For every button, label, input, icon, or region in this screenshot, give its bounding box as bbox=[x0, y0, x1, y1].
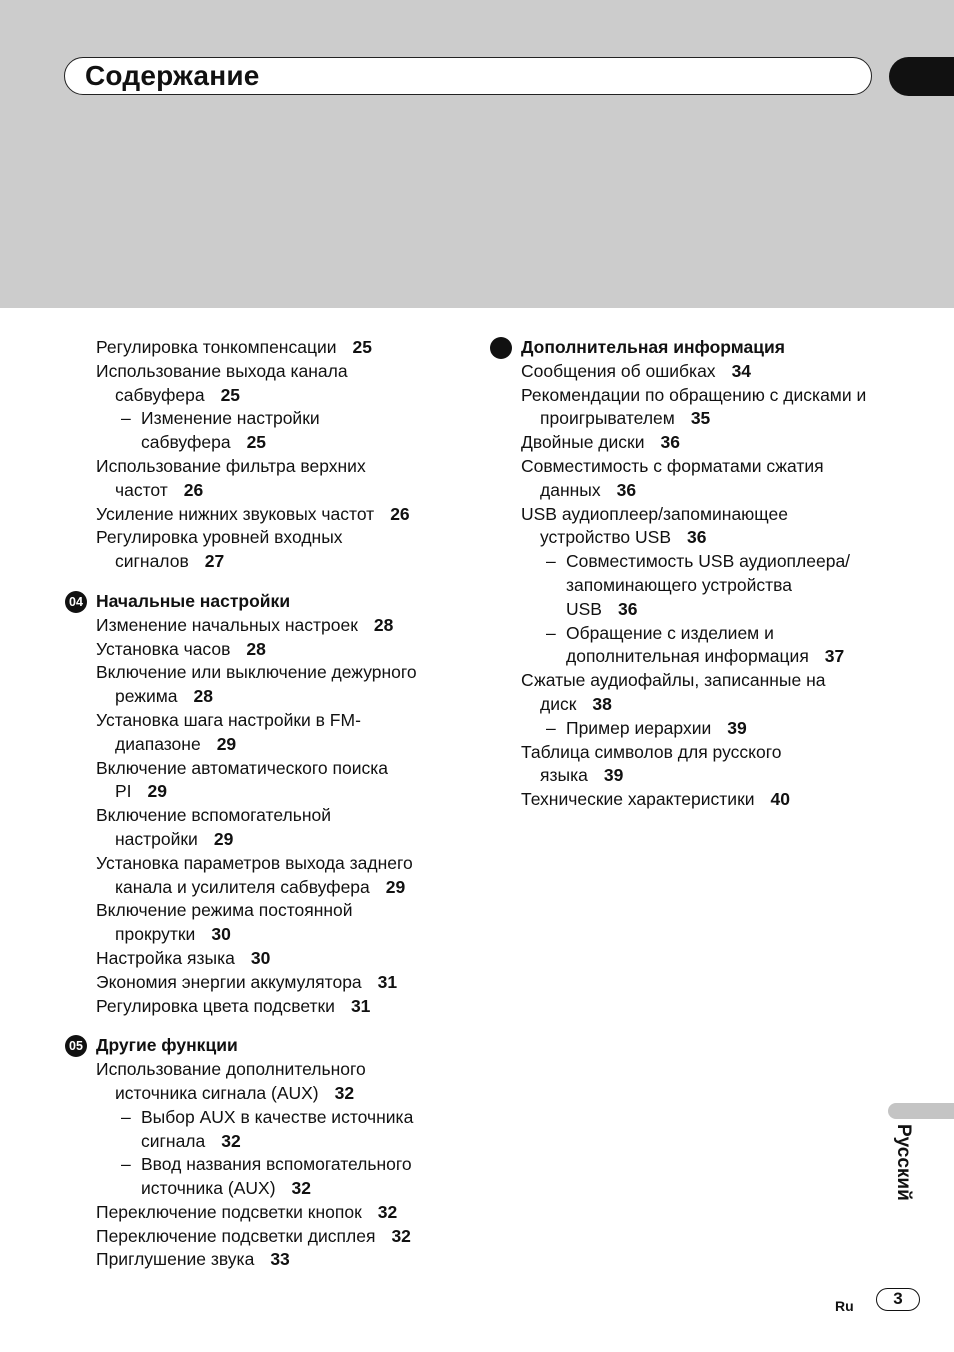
toc-entry[interactable]: Рекомендации по обращению с дисками и проигрывателем 35 bbox=[521, 384, 867, 429]
toc-entry[interactable]: Экономия энергии аккумулятора 31 bbox=[96, 971, 398, 992]
page-ref: 38 bbox=[592, 693, 612, 714]
toc-entry[interactable]: Таблица символов для русского языка 39 bbox=[521, 741, 782, 786]
section-number-badge: 05 bbox=[65, 1035, 87, 1057]
page-ref: 25 bbox=[246, 432, 267, 453]
dash-marker: – bbox=[121, 1154, 131, 1175]
page-ref: 25 bbox=[352, 337, 372, 357]
page-ref: 32 bbox=[291, 1178, 311, 1199]
section-heading-05[interactable]: 05 Другие функции bbox=[96, 1034, 456, 1058]
page-ref: 28 bbox=[373, 614, 394, 635]
toc-entry[interactable]: Включение вспомогательной настройки 29 bbox=[96, 805, 332, 849]
toc-entry[interactable]: Переключение подсветки дисплея 32 bbox=[96, 1225, 411, 1246]
page-ref: 30 bbox=[211, 924, 231, 945]
toc-entry[interactable]: Установка параметров выхода заднего канала и усилителя сабвуфера 29 bbox=[96, 852, 413, 897]
toc-entry[interactable]: Приглушение звука 33 bbox=[96, 1249, 290, 1270]
toc-entry[interactable]: Установка часов 28 bbox=[96, 638, 266, 659]
page-ref: 31 bbox=[350, 995, 371, 1016]
toc-entry[interactable]: Технические характеристики 40 bbox=[521, 789, 790, 810]
toc-entry[interactable]: Регулировка тонкомпенсации 25 bbox=[96, 337, 372, 357]
toc-sub-entry[interactable]: – Совместимость USB аудиоплеера/ запоминающего устройства USB 36 bbox=[546, 551, 851, 619]
language-code: Ru bbox=[835, 1298, 854, 1314]
dash-marker: – bbox=[121, 408, 131, 429]
page-ref: 28 bbox=[246, 638, 266, 659]
toc-left-column bbox=[69, 336, 456, 1272]
page-ref: 36 bbox=[660, 432, 680, 453]
page-ref: 29 bbox=[147, 781, 168, 802]
toc-right-column bbox=[521, 336, 921, 812]
dash-marker: – bbox=[546, 551, 556, 572]
page-ref: 36 bbox=[616, 479, 637, 500]
toc-entry[interactable]: Использование выхода канала сабвуфера 25 bbox=[96, 360, 348, 405]
page-ref: 35 bbox=[690, 408, 711, 429]
page-ref: 25 bbox=[220, 384, 241, 405]
toc-sub-entry[interactable]: – Изменение настройки сабвуфера 25 bbox=[121, 408, 320, 453]
page-ref: 32 bbox=[221, 1130, 241, 1151]
toc-entry[interactable]: Переключение подсветки кнопок 32 bbox=[96, 1201, 398, 1222]
page-title: Содержание bbox=[85, 60, 260, 91]
toc-entry[interactable]: Включение или выключение дежурного режима 28 bbox=[96, 662, 417, 707]
page-ref: 39 bbox=[603, 765, 624, 786]
toc-entry[interactable]: Использование фильтра верхних частот 26 bbox=[96, 455, 366, 500]
toc-sub-entry[interactable]: – Пример иерархии 39 bbox=[521, 717, 921, 741]
section-number-badge bbox=[490, 337, 512, 359]
page-ref: 26 bbox=[183, 479, 204, 500]
page-ref: 34 bbox=[731, 360, 752, 381]
toc-sub-entry[interactable]: – Ввод названия вспомогательного источника (AUX) 32 bbox=[121, 1154, 412, 1199]
section-number-badge: 04 bbox=[65, 591, 87, 613]
page-ref: 32 bbox=[377, 1201, 398, 1222]
page-ref: 27 bbox=[204, 551, 225, 572]
toc-entry[interactable]: Сжатые аудиофайлы, записанные на диск 38 bbox=[521, 670, 826, 714]
dash-marker: – bbox=[121, 1106, 131, 1127]
toc-entry[interactable]: Усиление нижних звуковых частот 26 bbox=[96, 503, 410, 524]
toc-entry[interactable]: Совместимость с форматами сжатия данных 36 bbox=[521, 455, 824, 500]
toc-sub-entry[interactable]: – Выбор AUX в качестве источника сигнала 32 bbox=[121, 1106, 414, 1151]
toc-entry[interactable]: USB аудиоплеер/запоминающее устройство USB 36 bbox=[521, 503, 788, 548]
page-ref: 28 bbox=[193, 686, 213, 707]
page-ref: 29 bbox=[213, 828, 234, 849]
dash-marker: – bbox=[546, 717, 556, 738]
toc-entry[interactable]: Двойные диски 36 bbox=[521, 432, 680, 453]
title-frame bbox=[64, 57, 872, 95]
language-label: Русский bbox=[893, 1124, 914, 1201]
page-ref: 33 bbox=[270, 1249, 290, 1270]
toc-entry[interactable]: Установка шага настройки в FM- диапазоне 29 bbox=[96, 709, 361, 754]
toc-entry[interactable]: Включение автоматического поиска PI 29 bbox=[96, 757, 389, 802]
toc-entry[interactable]: Регулировка цвета подсветки 31 bbox=[96, 995, 371, 1016]
toc-entry[interactable]: Сообщения об ошибках 34 bbox=[521, 360, 752, 381]
toc-entry[interactable]: Включение режима постоянной прокрутки 30 bbox=[96, 900, 353, 945]
page-ref: 32 bbox=[334, 1082, 355, 1103]
page-ref: 32 bbox=[391, 1225, 411, 1246]
section-heading-additional-info[interactable]: Дополнительная информация bbox=[521, 336, 921, 360]
page-ref: 30 bbox=[250, 947, 271, 968]
toc-entry[interactable]: Использование дополнительного источника сигнала (AUX) 32 bbox=[96, 1059, 366, 1103]
page-ref: 40 bbox=[770, 789, 790, 810]
toc-sub-entry[interactable]: – Обращение с изделием и дополнительная информация 37 bbox=[546, 622, 845, 667]
section-heading-04[interactable]: 04 Начальные настройки bbox=[96, 590, 456, 614]
dash-marker: – bbox=[546, 622, 556, 643]
page-ref: 31 bbox=[377, 971, 398, 992]
page-ref: 36 bbox=[687, 527, 707, 548]
page-number: 3 bbox=[876, 1288, 920, 1311]
toc-entry[interactable]: Изменение начальных настроек 28 bbox=[96, 614, 394, 635]
section-tab-marker bbox=[889, 57, 954, 96]
page-ref: 26 bbox=[390, 503, 410, 524]
page-ref: 29 bbox=[216, 733, 237, 754]
toc-entry[interactable]: Регулировка уровней входных сигналов 27 bbox=[96, 527, 343, 572]
toc-entry[interactable]: Настройка языка 30 bbox=[96, 947, 271, 968]
page-ref: 39 bbox=[727, 717, 747, 738]
page-ref: 37 bbox=[824, 646, 845, 667]
page-ref: 29 bbox=[385, 876, 406, 897]
page-ref: 36 bbox=[617, 598, 638, 619]
language-tab bbox=[888, 1103, 954, 1119]
header-band bbox=[0, 0, 954, 308]
